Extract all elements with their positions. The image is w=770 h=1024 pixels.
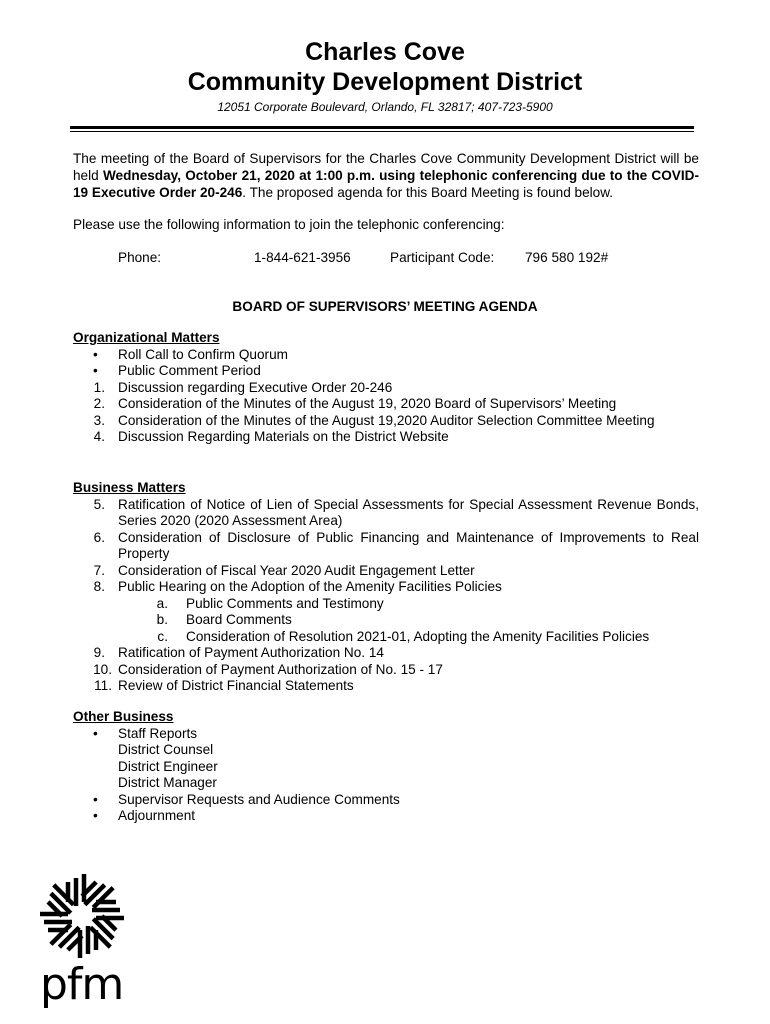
number-marker: 6.	[93, 529, 105, 545]
bullet-marker: •	[93, 808, 98, 823]
number-marker: 2.	[93, 396, 105, 411]
list-item	[73, 563, 699, 580]
list-item	[73, 678, 699, 695]
sub-list-item	[73, 629, 699, 646]
letter-marker: c.	[157, 628, 168, 644]
list-item	[73, 726, 699, 743]
sub-list-item	[73, 612, 699, 629]
list-item	[73, 380, 699, 397]
pfm-logo-text: pfm	[40, 959, 124, 1010]
list-item-text: Discussion Regarding Materials on the District Website	[118, 429, 449, 444]
section-heading: Other Business	[73, 709, 174, 724]
list-item-text: Consideration of the Minutes of the August 19,2020 Auditor Selection Committee Meeting	[118, 412, 655, 428]
letter-marker: a.	[156, 595, 168, 611]
list-item	[73, 742, 699, 759]
number-marker: 11.	[94, 678, 112, 693]
section-heading: Organizational Matters	[73, 330, 220, 345]
bullet-marker: •	[93, 346, 98, 362]
list-item	[73, 530, 699, 563]
list-item-text: Consideration of Disclosure of Public Financing and Maintenance of Improvements to Real Property	[118, 529, 699, 561]
header-divider-thick	[70, 126, 694, 129]
list-item-text: Public Comments and Testimony	[186, 595, 384, 611]
phone-label: Phone:	[118, 250, 162, 265]
bullet-marker: •	[93, 725, 98, 741]
district-title-line2: Community Development District	[187, 68, 583, 96]
agenda-title: BOARD OF SUPERVISORS’ MEETING AGENDA	[232, 299, 538, 314]
list-item-text: Discussion regarding Executive Order 20-246	[118, 379, 393, 395]
list-item	[73, 579, 699, 596]
number-marker: 9.	[93, 645, 105, 660]
number-marker: 7.	[93, 562, 105, 578]
list-item-text: Staff Reports	[118, 725, 198, 741]
list-item-text: District Engineer	[118, 758, 218, 774]
telephonic-join-instructions: Please use the following information to join the telephonic conferencing:	[73, 217, 505, 232]
intro-text-after: . The proposed agenda for this Board Meeting is found below.	[242, 185, 614, 200]
phone-number: 1-844-621-3956	[254, 250, 351, 265]
list-item-text: District Manager	[118, 775, 217, 790]
meeting-intro-paragraph	[73, 150, 699, 201]
organizational-matters-section	[73, 330, 699, 446]
list-item	[73, 775, 699, 792]
list-item	[73, 792, 699, 809]
business-matters-section	[73, 480, 699, 695]
list-item	[73, 363, 699, 380]
list-item-text: Consideration of Fiscal Year 2020 Audit Engagement Letter	[118, 562, 475, 578]
list-item	[73, 396, 699, 413]
list-item	[73, 645, 699, 662]
list-item-text: Supervisor Requests and Audience Comments	[118, 791, 400, 807]
list-item-text: Ratification of Payment Authorization No. 14	[118, 645, 384, 660]
list-item-text: Consideration of Resolution 2021-01, Adopting the Amenity Facilities Policies	[186, 628, 650, 644]
number-marker: 4.	[93, 429, 105, 444]
district-title-line1: Charles Cove	[305, 38, 465, 66]
list-item-text: Consideration of the Minutes of the August 19, 2020 Board of Supervisors’ Meeting	[118, 396, 617, 411]
list-item	[73, 808, 699, 825]
list-item-text: Roll Call to Confirm Quorum	[118, 346, 288, 362]
participant-code: 796 580 192#	[525, 250, 609, 265]
list-item-text: Board Comments	[186, 612, 292, 627]
list-item	[73, 759, 699, 776]
list-item	[73, 662, 699, 679]
list-item-text: Review of District Financial Statements	[118, 678, 354, 693]
list-item-text: Public Hearing on the Adoption of the Amenity Facilities Policies	[118, 579, 502, 594]
list-item	[73, 413, 699, 430]
list-item-text: Adjournment	[118, 808, 196, 823]
list-item-text: District Counsel	[118, 742, 214, 757]
list-item	[73, 429, 699, 446]
list-item	[73, 347, 699, 364]
participant-code-label: Participant Code:	[390, 250, 495, 265]
number-marker: 1.	[93, 379, 105, 395]
intro-meeting-datetime: Wednesday, October 21, 2020 at 1:00 p.m. using telephonic conferencing due to the COVID-19 Executive Order 20-246	[73, 168, 699, 200]
sub-list-item	[73, 596, 699, 613]
section-heading: Business Matters	[73, 480, 186, 495]
list-item	[73, 497, 699, 530]
header-divider-thin	[70, 131, 694, 132]
list-item-text: Consideration of Payment Authorization of No. 15 - 17	[118, 661, 443, 677]
intro-text-before: The meeting of the Board of Supervisors for the Charles Cove Community Development District will be held	[73, 151, 699, 183]
other-business-section	[73, 709, 699, 825]
letter-marker: b.	[156, 612, 168, 627]
bullet-marker: •	[93, 791, 98, 807]
number-marker: 8.	[93, 579, 105, 594]
district-address: 12051 Corporate Boulevard, Orlando, FL 32817; 407-723-5900	[217, 100, 553, 114]
number-marker: 10.	[93, 661, 112, 677]
list-item-text: Public Comment Period	[118, 363, 261, 378]
number-marker: 3.	[93, 412, 105, 428]
number-marker: 5.	[93, 496, 105, 512]
list-item-text: Ratification of Notice of Lien of Special Assessments for Special Assessment Revenue Bonds, Series 2020 (2020 Assessment Area)	[118, 496, 699, 528]
bullet-marker: •	[93, 363, 98, 378]
